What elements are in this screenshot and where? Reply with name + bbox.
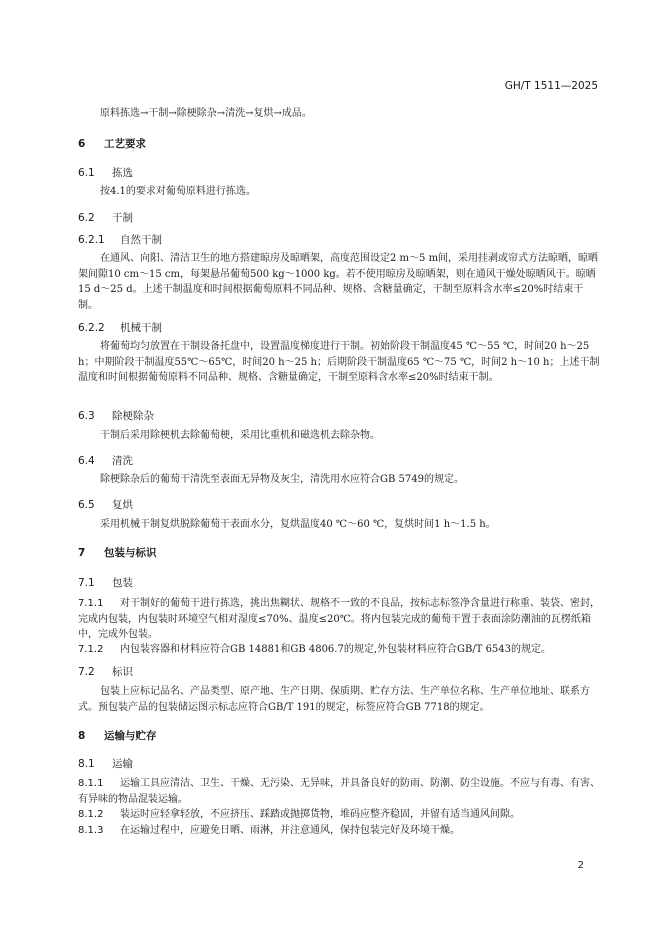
clause-number: 8.1.3 <box>78 825 104 836</box>
clause-text: 在运输过程中，应避免日晒、雨淋，并注意通风，保持包装完好及环境干燥。 <box>120 825 460 836</box>
section-number: 6.3 <box>78 410 95 422</box>
section-title: 复烘 <box>112 499 133 511</box>
standard-code: GH/T 1511—2025 <box>504 80 598 92</box>
section-number: 7.1 <box>78 577 95 589</box>
section-title: 工艺要求 <box>104 138 146 150</box>
clause-8-1-3 <box>78 823 600 839</box>
clause-text: 运输工具应清洁、卫生、干燥、无污染、无异味，并具备良好的防雨、防潮、防尘设施。不应与有毒、有害、有异味的物品混装运输。 <box>78 778 600 805</box>
clause-7-1-1 <box>78 596 600 643</box>
section-title: 除梗除杂 <box>112 410 154 422</box>
section-6-5-text: 采用机械干制复烘脱除葡萄干表面水分，复烘温度40 ℃～60 ℃，复烘时间1 h～1.5 h。 <box>100 519 496 530</box>
section-title: 机械干制 <box>120 322 162 334</box>
section-number: 8.1 <box>78 758 95 770</box>
section-number: 6.5 <box>78 499 95 511</box>
section-7-2-heading <box>78 664 133 679</box>
section-6-4-heading <box>78 453 133 468</box>
section-8-heading <box>78 728 157 743</box>
section-6-2-1-heading <box>78 232 162 247</box>
page-number: 2 <box>577 860 584 871</box>
section-number: 6.1 <box>78 167 95 179</box>
clause-number: 8.1.2 <box>78 809 104 820</box>
section-title: 清洗 <box>112 455 133 467</box>
clause-8-1-2 <box>78 807 600 823</box>
section-6-heading <box>78 136 146 151</box>
clause-number: 7.1.2 <box>78 644 104 655</box>
section-title: 拣选 <box>112 167 133 179</box>
clause-7-1-2 <box>78 642 600 658</box>
clause-text: 装运时应轻拿轻放，不应挤压、踩踏或抛掷货物，堆码应整齐稳固，并留有适当通风间隙。 <box>120 809 520 820</box>
section-title: 包装 <box>112 577 133 589</box>
section-6-3-heading <box>78 408 154 423</box>
section-title: 干制 <box>112 212 133 224</box>
clause-8-1-1 <box>78 776 600 807</box>
section-7-heading <box>78 545 157 560</box>
section-7-1-heading <box>78 575 133 590</box>
section-6-5-heading <box>78 497 133 512</box>
section-number: 7 <box>78 547 86 559</box>
section-6-3-text: 干制后采用除梗机去除葡萄梗，采用比重机和磁选机去除杂物。 <box>100 430 380 441</box>
section-number: 6.2.2 <box>78 322 105 334</box>
clause-number: 8.1.1 <box>78 778 104 789</box>
section-number: 6.4 <box>78 455 95 467</box>
section-6-2-1-text: 在通风、向阳、清洁卫生的地方搭建晾房及晾晒架，高度范围设定2 m～5 m间，采用挂剥或帘式方法晾晒，晾晒架间隙10 cm～15 cm，每架悬吊葡萄500 kg～1000 kg。若不使用晾房及晾晒架，则在通风干燥处晾晒风干。晾晒15 d～25 d。上述干制温度和时间根据葡萄原料不同品种、规格、含糖量确定，干制至原料含水率≤20%时结束干制。 <box>78 253 599 311</box>
section-number: 6 <box>78 138 86 150</box>
section-8-1-heading <box>78 756 133 771</box>
section-number: 7.2 <box>78 666 95 678</box>
section-6-2-heading <box>78 210 133 225</box>
section-number: 6.2.1 <box>78 234 105 246</box>
section-title: 自然干制 <box>120 234 162 246</box>
section-6-4-text: 除梗除杂后的葡萄干清洗至表面无异物及灰尘，清洗用水应符合GB 5749的规定。 <box>100 474 464 485</box>
clause-number: 7.1.1 <box>78 598 104 609</box>
section-6-2-2-heading <box>78 320 162 335</box>
process-flow: 原料拣选→干制→除梗除杂→清洗→复烘→成品。 <box>100 108 312 119</box>
section-number: 6.2 <box>78 212 95 224</box>
section-6-2-2-text: 将葡萄均匀放置在干制设备托盘中，设置温度梯度进行干制。初始阶段干制温度45 ℃～55 ℃，时间20 h～25 h；中期阶段干制温度55℃～65℃，时间20 h～25 h；后期阶段干制温度65 ℃～75 ℃，时间2 h～10 h；上述干制温度和时间根据葡萄原料不同品种、规格、含糖量确定，干制至原料含水率≤20%时结束干制。 <box>78 341 600 383</box>
section-title: 标识 <box>112 666 133 678</box>
section-title: 运输与贮存 <box>104 730 157 742</box>
section-6-1-text: 按4.1的要求对葡萄原料进行拣选。 <box>100 186 256 197</box>
clause-text: 内包装容器和材料应符合GB 14881和GB 4806.7的规定,外包装材料应符合GB/T 6543的规定。 <box>120 644 552 655</box>
section-6-1-heading <box>78 165 133 180</box>
section-title: 包装与标识 <box>104 547 157 559</box>
section-title: 运输 <box>112 758 133 770</box>
section-number: 8 <box>78 730 86 742</box>
section-7-2-text: 包装上应标记品名、产品类型、原产地、生产日期、保质期、贮存方法、生产单位名称、生产单位地址、联系方式。预包装产品的包装储运图示标志应符合GB/T 191的规定，标签应符合GB 7718的规定。 <box>78 686 590 713</box>
clause-text: 对干制好的葡萄干进行拣选，挑出焦糊状、规格不一致的不良品，按标志标签净含量进行称重、装袋、密封，完成内包装，内包装时环境空气相对湿度≤70%、温度≤20℃。将内包装完成的葡萄干置于表面涂防潮油的瓦楞纸箱中，完成外包装。 <box>78 598 600 640</box>
